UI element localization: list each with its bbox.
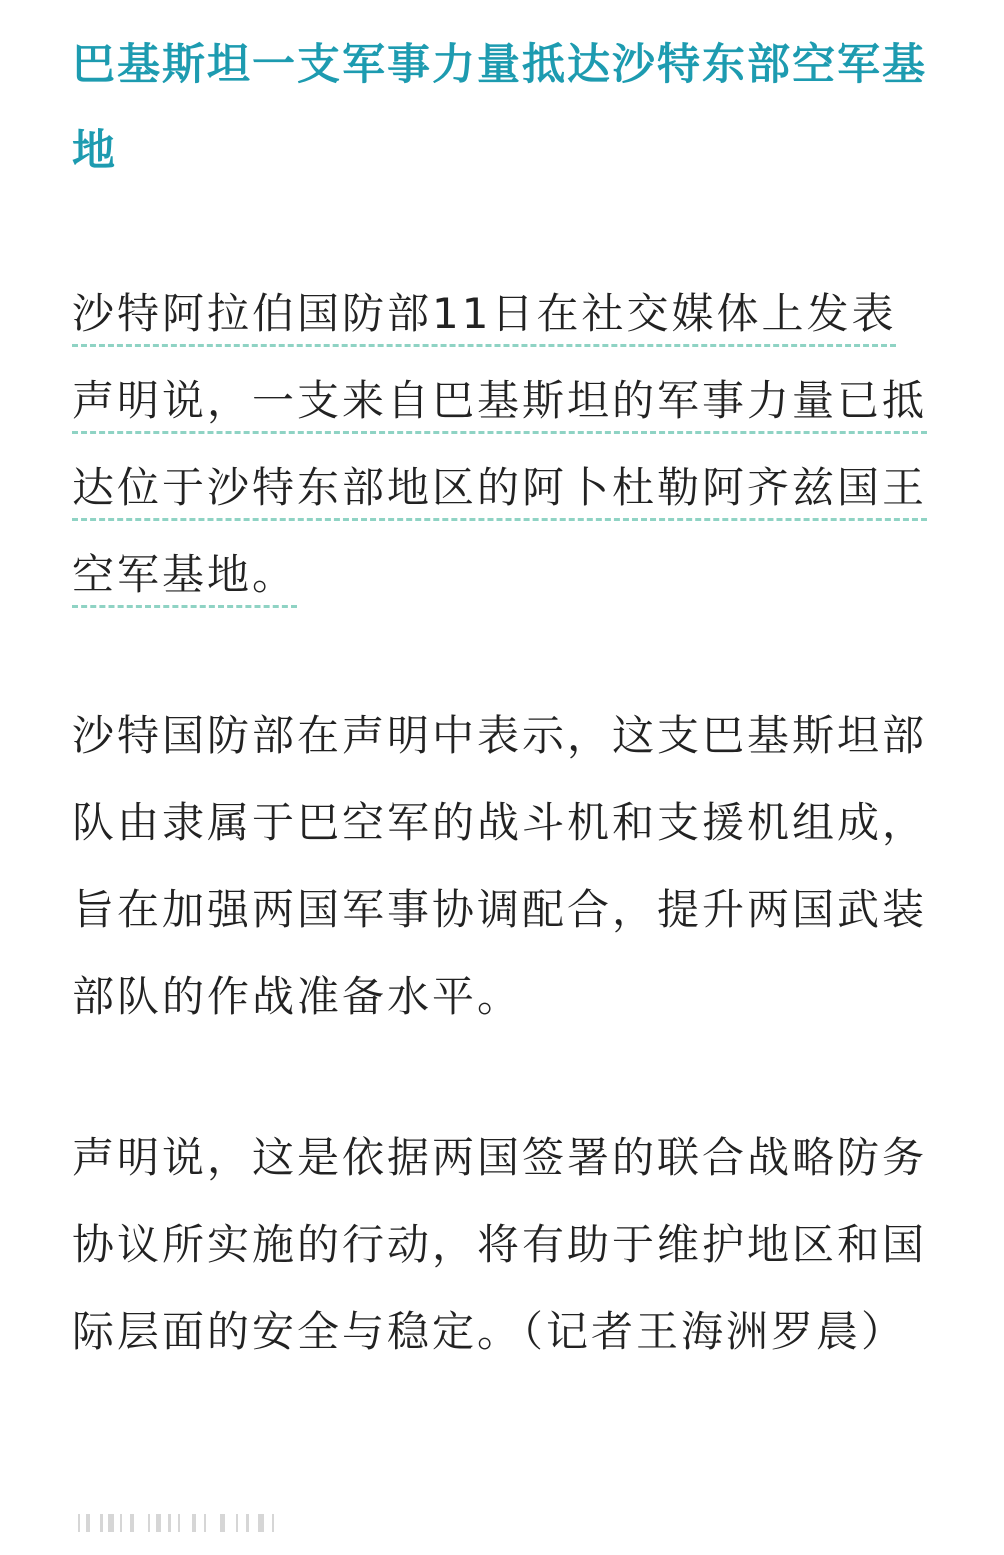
paragraph-1[interactable]: [72, 270, 932, 618]
paragraph-3: 声明说，这是依据两国签署的联合战略防务协议所实施的行动，将有助于维护地区和国际层面的安全与稳定。（记者王海洲罗晨）: [72, 1133, 928, 1356]
article-title: 巴基斯坦一支军事力量抵达沙特东部空军基地: [72, 40, 927, 176]
paragraph-2: 沙特国防部在声明中表示，这支巴基斯坦部队由隶属于巴空军的战斗机和支援机组成，旨在加强两国军事协调配合，提升两国武装部队的作战准备水平。: [72, 711, 928, 1021]
highlighted-text[interactable]: 沙特阿拉伯国防部11日在社交媒体上发表声明说，一支来自巴基斯坦的军事力量已抵达位于沙特东部地区的阿卜杜勒阿齐兹国王空军基地。: [72, 289, 928, 599]
barcode-icon: [72, 1512, 282, 1534]
